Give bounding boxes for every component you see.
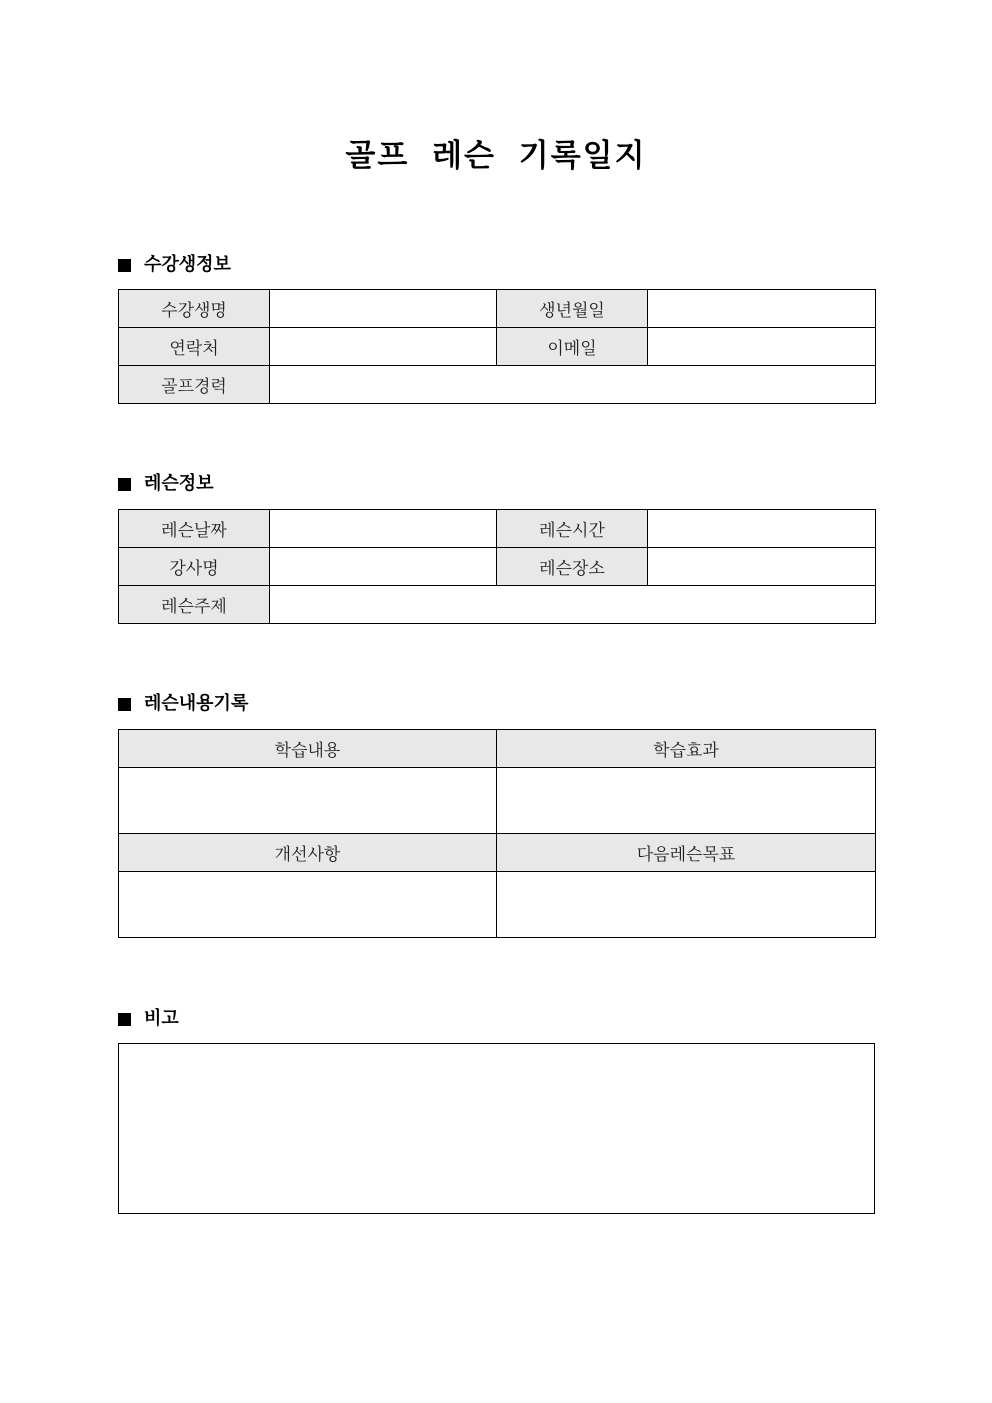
email-label: 이메일 <box>497 328 648 366</box>
table-row <box>119 328 876 366</box>
lesson-place-label: 레슨장소 <box>497 548 648 586</box>
square-bullet-icon <box>118 698 131 711</box>
learning-effect-field[interactable] <box>497 768 876 834</box>
student-info-table <box>118 289 876 404</box>
instructor-label: 강사명 <box>119 548 270 586</box>
improvement-label: 개선사항 <box>119 834 497 872</box>
table-row <box>119 834 876 872</box>
remarks-heading <box>118 1007 179 1031</box>
table-row <box>119 366 876 404</box>
golf-career-field[interactable] <box>270 366 876 404</box>
square-bullet-icon <box>118 478 131 491</box>
student-name-label: 수강생명 <box>119 290 270 328</box>
table-row <box>119 730 876 768</box>
golf-career-label: 골프경력 <box>119 366 270 404</box>
instructor-field[interactable] <box>270 548 497 586</box>
learning-content-field[interactable] <box>119 768 497 834</box>
remarks-field[interactable] <box>118 1043 875 1214</box>
lesson-date-label: 레슨날짜 <box>119 510 270 548</box>
next-lesson-goal-field[interactable] <box>497 872 876 938</box>
lesson-info-table <box>118 509 876 624</box>
learning-effect-label: 학습효과 <box>497 730 876 768</box>
student-info-heading <box>118 253 231 277</box>
square-bullet-icon <box>118 1013 131 1026</box>
birth-date-field[interactable] <box>648 290 876 328</box>
contact-field[interactable] <box>270 328 497 366</box>
lesson-date-field[interactable] <box>270 510 497 548</box>
table-row <box>119 872 876 938</box>
birth-date-label: 생년월일 <box>497 290 648 328</box>
lesson-topic-field[interactable] <box>270 586 876 624</box>
table-row <box>119 548 876 586</box>
lesson-record-heading-label: 레슨내용기록 <box>144 693 249 714</box>
lesson-time-field[interactable] <box>648 510 876 548</box>
lesson-topic-label: 레슨주제 <box>119 586 270 624</box>
remarks-heading-label: 비고 <box>144 1008 179 1029</box>
table-row <box>119 586 876 624</box>
table-row <box>119 768 876 834</box>
student-info-heading-label: 수강생정보 <box>144 254 231 275</box>
lesson-place-field[interactable] <box>648 548 876 586</box>
lesson-info-heading-label: 레슨정보 <box>144 473 214 494</box>
lesson-time-label: 레슨시간 <box>497 510 648 548</box>
lesson-info-heading <box>118 472 214 496</box>
next-lesson-goal-label: 다음레슨목표 <box>497 834 876 872</box>
square-bullet-icon <box>118 259 131 272</box>
table-row <box>119 290 876 328</box>
lesson-record-table <box>118 729 876 938</box>
student-name-field[interactable] <box>270 290 497 328</box>
lesson-record-heading <box>118 692 248 716</box>
learning-content-label: 학습내용 <box>119 730 497 768</box>
document-title: 골프 레슨 기록일지 <box>345 138 647 174</box>
contact-label: 연락처 <box>119 328 270 366</box>
email-field[interactable] <box>648 328 876 366</box>
improvement-field[interactable] <box>119 872 497 938</box>
table-row <box>119 510 876 548</box>
